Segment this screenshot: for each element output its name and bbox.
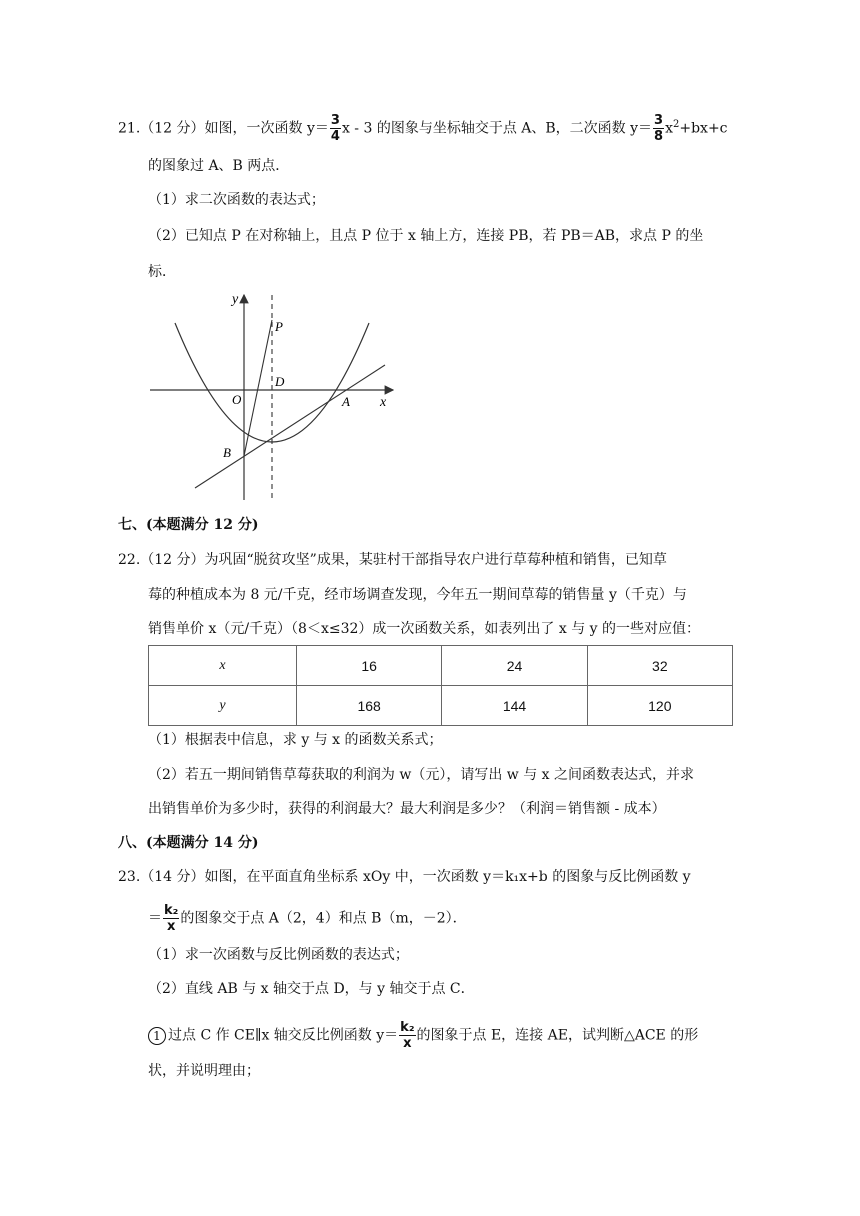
q22-part2: （2）若五一期间销售草莓获取的利润为 w（元），请写出 w 与 x 之间函数表达式，并求 [148, 767, 695, 783]
q21-line1: 21.（12 分）如图，一次函数 y＝ $\frac{3}{4}$ x ‑ 3 的图象与坐标轴交于点 A、B，二次函数 y＝ $\frac{3}{8}$ $x^2+bx+c$ [118, 113, 728, 144]
label-d: D [275, 374, 285, 389]
fraction-k2-x: $\frac{\text{k₂}}{x}$ [400, 1020, 415, 1051]
parabola-figure [140, 285, 400, 505]
q21-part2: （2）已知点 P 在对称轴上，且点 P 位于 x 轴上方，连接 PB，若 PB＝AB，求点 P 的坐 [148, 228, 704, 244]
line-pb [244, 320, 272, 456]
q21-line2: 的图象过 A、B 两点． [148, 158, 290, 174]
q23-part2: （2）直线 AB 与 x 轴交于点 D，与 y 轴交于点 C． [148, 981, 475, 997]
line-ab [195, 365, 385, 488]
fraction-k2-x: $\frac{\text{k₂}}{x}$ [164, 903, 179, 934]
q21-part2-cont: 标． [148, 264, 176, 280]
q21-part1: （1）求二次函数的表达式； [148, 192, 325, 208]
q23-sub1-cont: 状，并说明理由； [148, 1063, 260, 1079]
q23-line1: 23.（14 分）如图，在平面直角坐标系 xOy 中，一次函数 y＝k₁x+b 的图象与反比例函数 y [118, 869, 691, 885]
label-b: B [223, 445, 231, 460]
table-row: x 16 24 32 [149, 646, 733, 686]
q22-part2-cont: 出销售单价为多少时，获得的利润最大？最大利润是多少？（利润＝销售额 ‑ 成本） [148, 801, 666, 817]
q23-line2: ＝ $\frac{\text{k₂}}{x}$ 的图象交于点 A（2，4）和点 B（m，－2）． [148, 903, 467, 934]
label-x: x [380, 395, 387, 410]
q22-line2: 莓的种植成本为 8 元/千克，经市场调查发现，今年五一期间草莓的销售量 y（千克）与 [148, 587, 687, 603]
label-y: y [232, 292, 239, 307]
label-p: P [275, 319, 283, 334]
circled-number-1: 1 [148, 1027, 166, 1045]
q22-part1: （1）根据表中信息，求 y 与 x 的函数关系式； [148, 732, 443, 748]
xy-value-table [148, 645, 733, 726]
fraction-3-8: $\frac{3}{8}$ [654, 113, 664, 144]
fraction-3-4: $\frac{3}{4}$ [330, 113, 340, 144]
section-8-heading: 八、(本题满分 14 分) [118, 835, 259, 851]
label-a: A [342, 394, 350, 409]
section-7-heading: 七、(本题满分 12 分) [118, 517, 259, 533]
table-row: y 168 144 120 [149, 686, 733, 726]
q22-line1: 22.（12 分）为巩固“脱贫攻坚”成果，某驻村干部指导农户进行草莓种植和销售，已知草 [118, 552, 667, 568]
q23-part1: （1）求一次函数与反比例函数的表达式； [148, 947, 409, 963]
label-o: O [232, 392, 242, 407]
q22-line3: 销售单价 x（元/千克）（8＜x≤32）成一次函数关系，如表列出了 x 与 y 的一些对应值： [148, 621, 701, 637]
q23-sub1: 1 过点 C 作 CE∥x 轴交反比例函数 y＝ $\frac{\text{k₂}}{x}$ 的图象于点 E，连接 AE，试判断△ACE 的形 [148, 1020, 698, 1051]
